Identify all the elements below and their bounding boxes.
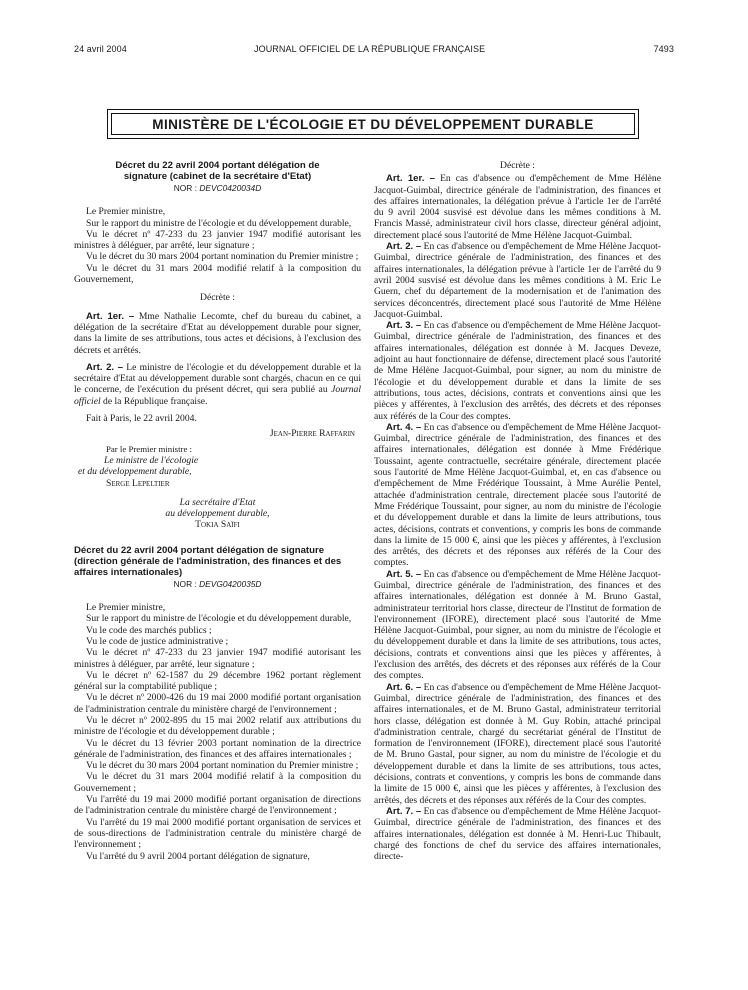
article-label: Art. 1er. – [386, 173, 436, 185]
decree2-para: Vu le code des marchés publics ; [86, 624, 212, 636]
journal-officiel-italic: Journal officiel [74, 384, 361, 407]
decree1-minister-title-2: et du développement durable, [78, 466, 192, 478]
ministry-heading-text: MINISTÈRE DE L'ÉCOLOGIE ET DU DÉVELOPPEMENT DURABLE [152, 116, 594, 132]
decree2-para: Vu le décret nº 2002-895 du 15 mai 2002 relatif aux attributions du ministre de l'écologie et du développement durable ; [74, 714, 361, 738]
article-label: Art. 5. – [386, 568, 422, 580]
decree1-nor-label: NOR : [173, 183, 197, 193]
article-text: Mme Nathalie Lecomte, chef du bureau du cabinet, a délégation de la secrétaire d'Etat au développement durable pour signer, dans la limite de ses attributions, tous actes et décisions, à l'exclusion des décrets et arrêtés. [74, 310, 361, 356]
decree2-para: Vu le décret du 30 mars 2004 portant nomination du Premier ministre ; [86, 760, 359, 772]
header-page-number: 7493 [653, 44, 674, 54]
decree1-para: Vu le décret du 30 mars 2004 portant nomination du Premier ministre ; [86, 251, 359, 263]
spacer [74, 531, 361, 545]
decree2-para: Le Premier ministre, [86, 602, 166, 614]
decree2-para: Vu l'arrêté du 19 mai 2000 modifié portant organisation de directions de l'administration centrale du ministère chargé de l'environnement ; [74, 794, 361, 817]
decree1-fait: Fait à Paris, le 22 avril 2004. [86, 413, 197, 425]
decree2-para: Vu le décret nº 2000-426 du 19 mai 2000 modifié portant organisation de l'administration centrale du ministère chargé de l'environnement ; [74, 692, 361, 715]
header-journal-title: JOURNAL OFFICIEL DE LA RÉPUBLIQUE FRANÇAISE [254, 44, 486, 54]
article-label: Art. 2. – [86, 361, 123, 373]
decree1-nor [74, 183, 361, 194]
decree2-para: Vu l'arrêté du 9 avril 2004 portant délégation de signature, [86, 850, 310, 862]
decree2-nor [74, 579, 361, 590]
decree2-para: Vu le code de justice administrative ; [86, 635, 229, 647]
right-column [374, 160, 661, 862]
article-text: Le ministre de l'écologie et du développement durable et la secrétaire d'Etat au développement durable sont chargés, chacun en ce qui le concerne, de l'exécution du présent décret, qui sera publié au [74, 361, 361, 396]
article-text: En cas d'absence ou d'empêchement de Mme Hélène Jacquot-Guimbal, directrice générale de l'administration, des finances et des affaires internationales, et de M. Bruno Gastal, administrateur territorial hors classe, délégation est donnée à M. Guy Robin, attaché principal d'administration centrale, chargé du secrétariat général de l'Institut de formation de l'environnement (IFORE), directement placé sous l'autorité de M. Bruno Gastal, pour signer, au nom du ministre de l'écologie et du développement durable et dans la limite de ses attributions, tous actes, décisions, contrats et conventions, y compris les bons de commande dans la limite de 15 000 €, ainsi que les pièces y afférentes, à l'exclusion des arrêtés, des décrets et des réponses aux référés de la Cour des comptes. [374, 681, 661, 806]
decree2-article-1 [374, 173, 661, 241]
article-text: de la République française. [103, 395, 208, 407]
article-text: En cas d'absence ou d'empêchement de Mme Hélène Jacquot-Guimbal, directrice générale de l'administration, des finances et des affaires internationales, délégation est donnée à M. Jacques Deveze, adjoint au haut fonctionnaire de défense, directement placé sous l'autorité de Mme Hélène Jacquot-Guimbal, pour signer, au nom du ministre de l'écologie et du développement durable et dans la limite de ses attributions, tous actes, décisions, contrats et conventions ainsi que les pièces y afférentes, à l'exclusion des arrêtés, des décrets et des réponses aux référés de la Cour des comptes. [374, 320, 661, 422]
decree2-article-6 [374, 682, 661, 806]
decree2-para: Sur le rapport du ministre de l'écologie et du développement durable, [86, 613, 352, 625]
decree2-nor-label: NOR : [173, 578, 197, 589]
article-label: Art. 2. – [386, 241, 422, 253]
decree2-article-5 [374, 569, 661, 682]
article-label: Art. 3. – [386, 320, 422, 332]
decree2-para: Vu le décret du 13 février 2003 portant nomination de la directrice générale de l'administration, des finances et des affaires internationales ; [74, 737, 361, 760]
decree1-secretary-title-2: au développement durable, [165, 508, 270, 520]
decree1-signer: Jean-Pierre Raffarin [269, 428, 355, 440]
decree1-article-1 [74, 311, 361, 356]
decree2-para: Vu le décret nº 47-233 du 23 janvier 1947 modifié autorisant les ministres à déléguer, par arrêté, leur signature ; [74, 647, 361, 670]
article-text: En cas d'absence ou d'empêchement de Mme Hélène Jacquot-Guimbal, directrice générale de l'administration, des finances et des affaires internationales, la délégation prévue à l'article 1er de l'arrêté du 9 avril 2004 susvisé est dévolue dans les mêmes conditions à M. Eric Le Guern, chef du département de la modernisation et de l'animation des services déconcentrés, directement placé sous l'autorité de Mme Hélène Jacquot-Guimbal. [374, 241, 661, 320]
article-text: En cas d'absence ou d'empêchement de Mme Hélène Jacquot-Guimbal, directrice générale de l'administration, des finances et des affaires internationales, délégation est donnée à M. Bruno Gastal, administrateur territorial hors classe, directeur de l'Institut de formation de l'environnement (IFORE), directement placé sous l'autorité de Mme Hélène Jacquot-Guimbal, pour signer, au nom du ministre de l'écologie et du développement durable et dans la limite de ses attributions, tous actes, décisions, contrats et conventions ainsi que les pièces y afférentes, à l'exclusion des arrêtés, des décrets et des réponses aux référés de la Cour des comptes. [374, 568, 661, 682]
decree2-article-4 [374, 422, 661, 569]
decree2-nor-code: DEVG0420035D [199, 578, 262, 589]
decree1-decrete: Décrète : [200, 292, 235, 304]
article-label: Art. 1er. – [86, 310, 135, 322]
header-date: 24 avril 2004 [74, 44, 127, 54]
article-label: Art. 7. – [386, 805, 422, 817]
decree2-para: Vu l'arrêté du 19 mai 2000 modifié portant organisation de services et de sous-directions de l'administration centrale du ministère chargé de l'environnement ; [74, 816, 361, 851]
decree1-para: Vu le décret du 31 mars 2004 modifié relatif à la composition du Gouvernement, [74, 262, 361, 286]
article-text: En cas d'absence ou d'empêchement de Mme Hélène Jacquot-Guimbal, directrice générale de l'administration, des finances et des affaires internationales, délégation est donnée à Mme Frédérique Toussaint, agente contractuelle, secrétaire générale, directement placée sous l'autorité de Mme Hélène Jacquot-Guimbal, et, en cas d'absence ou d'empêchement de Mme Frédérique Toussaint, à Mme Aurélie Pentel, attachée d'administration centrale, directement placée sous l'autorité de Mme Frédérique Toussaint, pour signer, au nom du ministre de l'écologie et du développement durable et dans la limite de leurs attributions, tous actes, décisions, contrats et conventions, y compris les bons de commande dans la limite de 15 000 €, ainsi que les pièces y afférentes, à l'exclusion des arrêtés, des décrets et des réponses aux référés de la Cour des comptes. [374, 421, 661, 569]
decree2-decrete: Décrète : [500, 160, 535, 171]
decree1-nor-code: DEVC0420034D [199, 183, 262, 193]
decree1-article-2 [74, 362, 361, 407]
decree1-para: Le Premier ministre, [86, 206, 166, 218]
decree1-minister-name-wrap [74, 478, 361, 489]
article-label: Art. 4. – [386, 421, 422, 433]
article-text: En cas d'absence ou d'empêchement de Mme Hélène Jacquot-Guimbal, directrice générale de l'administration, des finances et des affaires internationales, délégation est donnée à M. Henri-Luc Thibault, chargé des fonctions de chef du service des affaires internationales, directe- [374, 805, 661, 863]
decree1-minister-title-1: Le ministre de l'écologie [104, 454, 199, 466]
decree1-para: Vu le décret nº 47-233 du 23 janvier 1947 modifié autorisant les ministres à déléguer, par arrêté, leur signature ; [74, 228, 361, 252]
decree1-secretary-name: Tokia Saïfi [195, 519, 240, 531]
decree2-para: Vu le décret nº 62-1587 du 29 décembre 1962 portant règlement général sur la comptabilité publique ; [74, 669, 361, 693]
decree2-article-7 [374, 806, 661, 862]
decree2-title: Décret du 22 avril 2004 portant délégation de signature (direction générale de l'administration, des finances et des affaires internationales) [74, 544, 342, 578]
decree1-secretary-name-wrap [74, 519, 361, 530]
article-text: En cas d'absence ou d'empêchement de Mme Hélène Jacquot-Guimbal, directrice générale de l'administration, des finances et des affaires internationales, la délégation prévue à l'article 1er de l'arrêté du 9 avril 2004 susvisé est dévolue dans les mêmes conditions à M. Francis Massé, administrateur civil hors classe, directeur général adjoint, directement placé sous l'autorité de Mme Hélène Jacquot-Guimbal. [374, 173, 661, 241]
left-column [74, 160, 361, 862]
decree2-article-3 [374, 320, 661, 422]
decree2-para: Vu le décret du 31 mars 2004 modifié relatif à la composition du Gouvernement ; [74, 771, 361, 794]
decree1-para: Sur le rapport du ministre de l'écologie et du développement durable, [86, 217, 352, 229]
decree1-minister-name: Serge Lepeltier [106, 477, 170, 489]
article-label: Art. 6. – [386, 681, 422, 693]
spacer [74, 489, 361, 497]
decree1-secretary-title-1: La secrétaire d'Etat [179, 496, 256, 508]
decree2-article-2 [374, 241, 661, 320]
decree1-pour: Par le Premier ministre : [106, 443, 192, 454]
ministry-heading [107, 109, 639, 139]
decree1-title: Décret du 22 avril 2004 portant délégation de signature (cabinet de la secrétaire d'Etat) [115, 160, 320, 182]
